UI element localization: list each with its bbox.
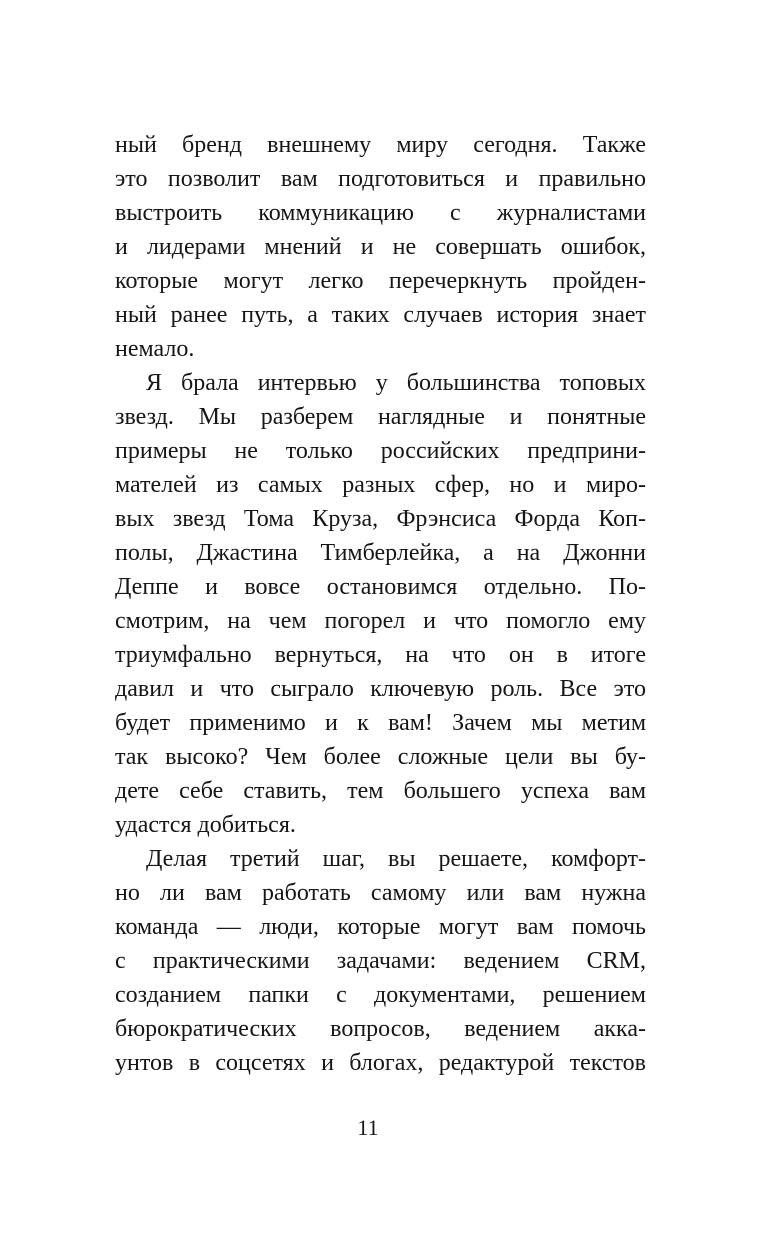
page-number: 11 [357,1115,379,1140]
paragraph [115,842,646,1080]
text-line: давил и что сыграло ключевую роль. Все это [115,676,646,702]
text-line: выстроить коммуникацию с журналистами [115,200,646,226]
text-line: созданием папки с документами, решением [115,982,646,1008]
text-line: мателей из самых разных сфер, но и миро- [115,472,646,498]
text-line: команда — люди, которые могут вам помочь [115,914,646,940]
text-line: полы, Джастина Тимберлейка, а на Джонни [115,540,646,566]
paragraph [115,366,646,842]
text-line: Я брала интервью у большинства топовых [146,370,646,396]
text-line: триумфально вернуться, на что он в итоге [115,642,646,668]
text-line: вых звезд Тома Круза, Фрэнсиса Форда Коп- [115,506,646,532]
text-line: Делая третий шаг, вы решаете, комфорт- [146,846,646,872]
text-line: Деппе и вовсе остановимся отдельно. По- [115,574,646,600]
text-line: унтов в соцсетях и блогах, редактурой текстов [115,1050,646,1076]
text-line: ный ранее путь, а таких случаев история знает [115,302,646,328]
text-line: дете себе ставить, тем большего успеха вам [115,778,646,804]
text-line: которые могут легко перечеркнуть пройден- [115,268,646,294]
text-line: немало. [115,336,195,362]
text-line: примеры не только российских предприни- [115,438,646,464]
text-line: будет применимо и к вам! Зачем мы метим [115,710,646,736]
text-line: и лидерами мнений и не совершать ошибок, [115,234,646,260]
text-line: ный бренд внешнему миру сегодня. Также [115,132,646,158]
text-line: удастся добиться. [115,812,296,838]
paragraph [115,128,646,366]
page-text-block [115,128,646,1080]
text-line: звезд. Мы разберем наглядные и понятные [115,404,646,430]
text-line: это позволит вам подготовиться и правильно [115,166,646,192]
text-line: бюрократических вопросов, ведением акка- [115,1016,646,1042]
text-line: с практическими задачами: ведением CRM, [115,948,646,974]
text-line: смотрим, на чем погорел и что помогло ему [115,608,646,634]
text-line: так высоко? Чем более сложные цели вы бу- [115,744,646,770]
text-line: но ли вам работать самому или вам нужна [115,880,646,906]
